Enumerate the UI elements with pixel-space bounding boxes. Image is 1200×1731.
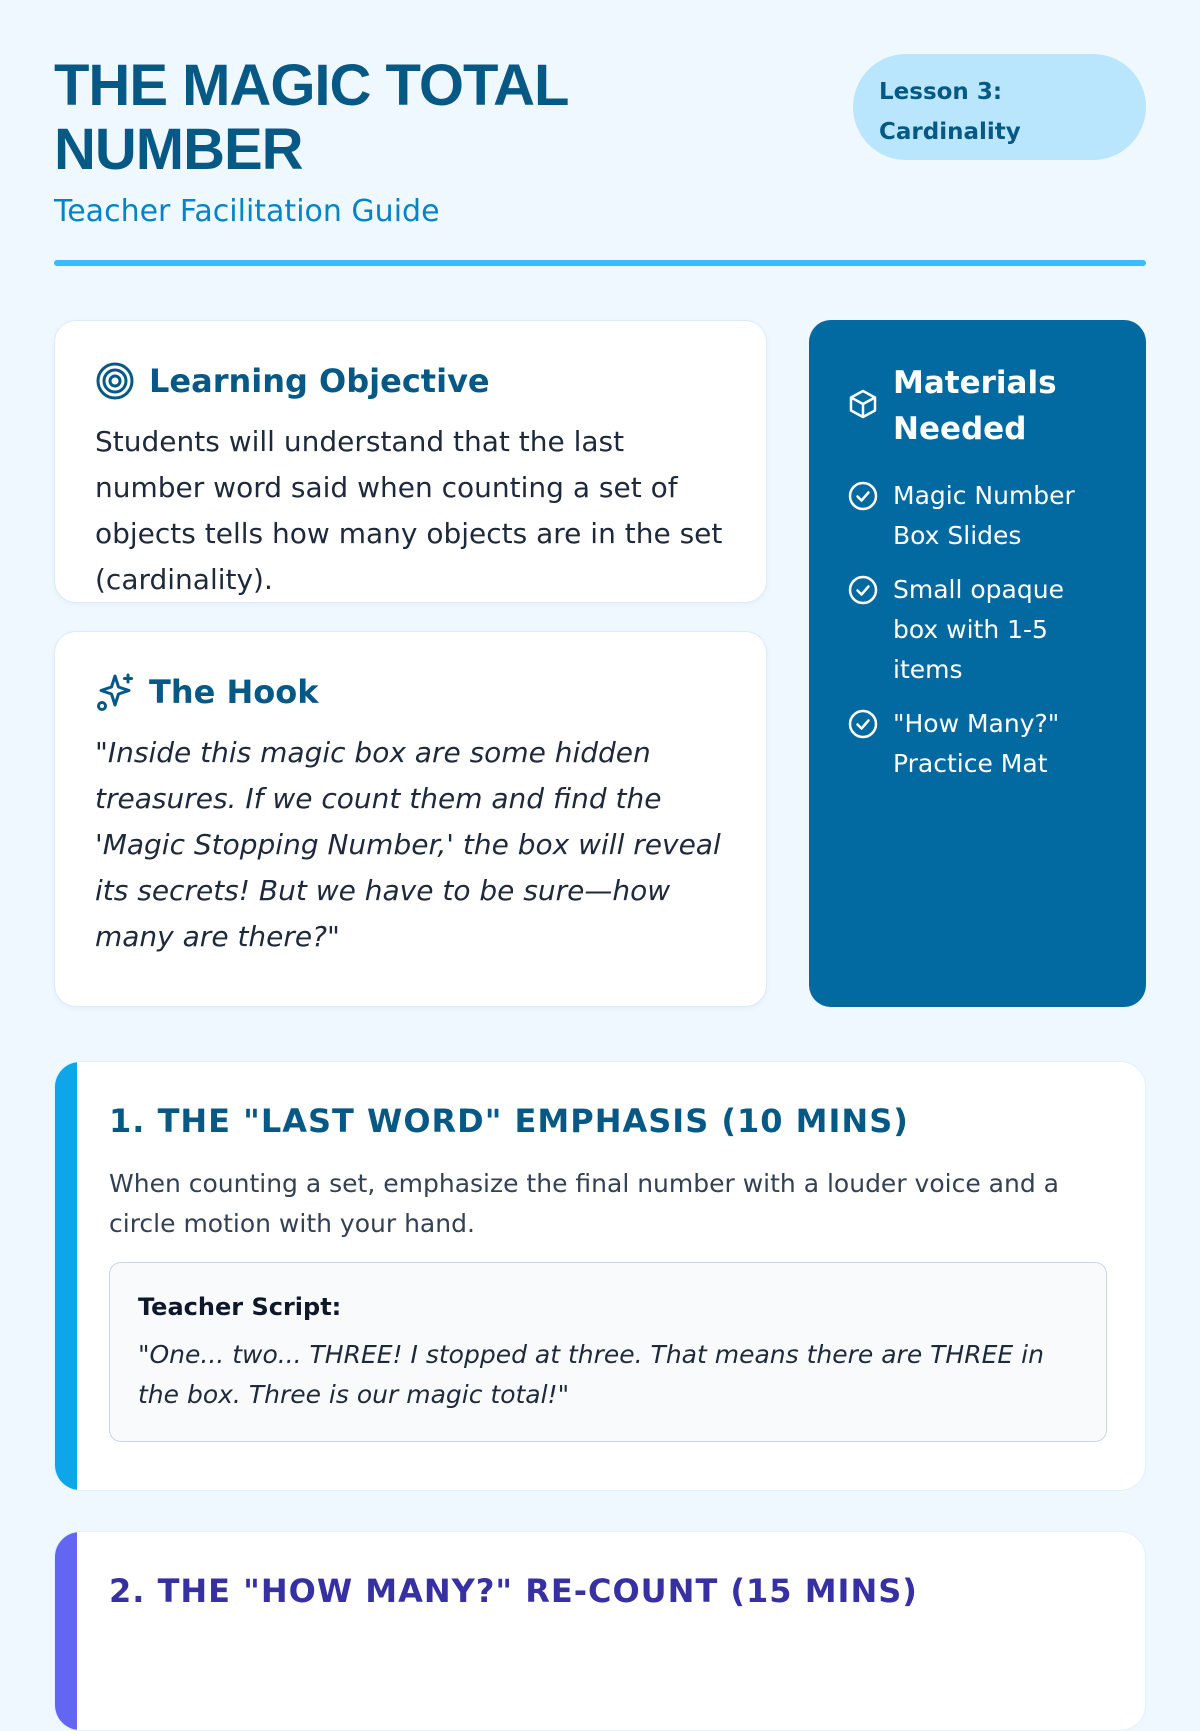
- check-circle-icon: [847, 708, 879, 740]
- step-title: 1. THE "LAST WORD" EMPHASIS (10 MINS): [109, 1102, 909, 1140]
- step-accent-bar: [55, 1062, 77, 1490]
- step-accent-bar: [55, 1532, 77, 1730]
- overview-grid: [54, 320, 1146, 1007]
- learning-objective-title: Learning Objective: [149, 362, 490, 400]
- page-subtitle: Teacher Facilitation Guide: [54, 194, 440, 229]
- header-divider: [54, 260, 1146, 266]
- step-card-1: [54, 1061, 1146, 1491]
- sparkles-icon: [95, 672, 135, 712]
- target-icon: [95, 361, 135, 401]
- materials-item: [847, 570, 1108, 690]
- materials-item-label: Small opaque box with 1-5 items: [893, 575, 1064, 684]
- materials-item: [847, 704, 1108, 784]
- step-card-2: [54, 1531, 1146, 1731]
- materials-item: [847, 476, 1108, 556]
- hook-header: [95, 672, 726, 712]
- learning-objective-text: Students will understand that the last number word said when counting a set of objects tells how many objects are in the set (cardinality).: [95, 425, 723, 596]
- step-content: [109, 1102, 1105, 1442]
- page-header: [54, 54, 1146, 268]
- step-title: 2. THE "HOW MANY?" RE-COUNT (15 MINS): [109, 1572, 918, 1610]
- teacher-script-label: Teacher Script:: [138, 1293, 342, 1321]
- lesson-badge: Lesson 3: Cardinality: [853, 54, 1146, 160]
- check-circle-icon: [847, 480, 879, 512]
- materials-item-label: "How Many?" Practice Mat: [893, 709, 1060, 778]
- materials-title: Materials Needed: [893, 365, 1057, 447]
- materials-item-label: Magic Number Box Slides: [893, 481, 1075, 550]
- page-title: THE MAGIC TOTAL NUMBER: [54, 53, 568, 182]
- step-content: [109, 1572, 1105, 1610]
- hook-card: [54, 631, 767, 1007]
- materials-list: [847, 476, 1108, 784]
- materials-header: [847, 360, 1108, 452]
- materials-card: [809, 320, 1146, 1007]
- hook-quote: "Inside this magic box are some hidden treasures. If we count them and find the 'Magic Stopping Number,' the box will reveal its secrets! But we have to be sure—how many are there?": [95, 736, 721, 953]
- hook-title: The Hook: [149, 673, 319, 711]
- learning-objective-card: [54, 320, 767, 603]
- box-icon: [847, 388, 879, 420]
- teacher-script-text: "One... two... THREE! I stopped at three. That means there are THREE in the box. Three is our magic total!": [138, 1340, 1044, 1409]
- teacher-script-box: [109, 1262, 1107, 1442]
- step-description: When counting a set, emphasize the final number with a louder voice and a circle motion with your hand.: [109, 1169, 1059, 1238]
- learning-objective-header: [95, 361, 726, 401]
- check-circle-icon: [847, 574, 879, 606]
